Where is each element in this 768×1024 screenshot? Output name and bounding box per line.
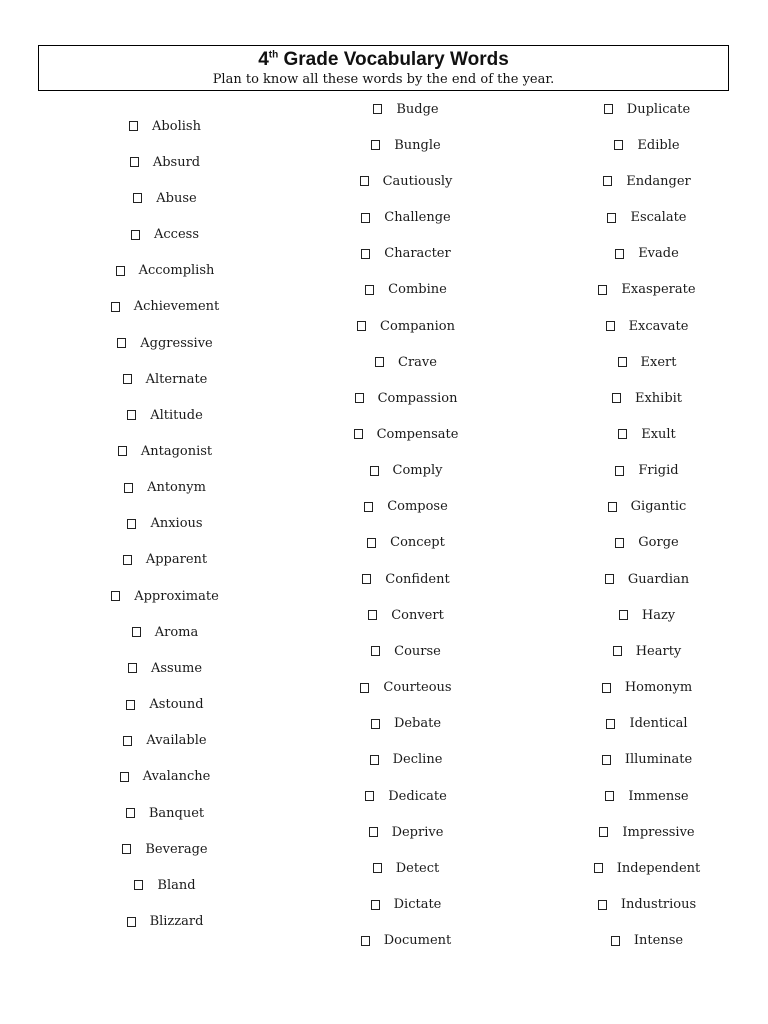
- vocab-word-item: [306, 778, 506, 814]
- vocab-word-label: Antonym: [147, 480, 206, 496]
- checkbox-icon[interactable]: [129, 121, 138, 131]
- vocab-word-label: Bungle: [394, 137, 441, 153]
- vocab-word-item: [65, 289, 265, 325]
- checkbox-icon[interactable]: [605, 574, 614, 584]
- vocab-word-item: [65, 506, 265, 542]
- checkbox-icon[interactable]: [127, 917, 136, 927]
- vocab-word-item: [306, 416, 506, 452]
- checkbox-icon[interactable]: [365, 285, 374, 295]
- checkbox-icon[interactable]: [605, 791, 614, 801]
- title-text: Grade Vocabulary Words: [278, 49, 509, 70]
- vocab-word-item: [547, 886, 747, 922]
- checkbox-icon[interactable]: [116, 266, 125, 276]
- vocab-word-item: [306, 163, 506, 199]
- vocab-word-label: Escalate: [630, 210, 687, 226]
- vocab-word-item: [65, 831, 265, 867]
- checkbox-icon[interactable]: [128, 663, 137, 673]
- vocab-word-label: Convert: [391, 607, 444, 623]
- vocab-word-item: [306, 886, 506, 922]
- checkbox-icon[interactable]: [373, 104, 382, 114]
- vocab-word-item: [306, 308, 506, 344]
- vocab-word-label: Antagonist: [140, 443, 213, 459]
- word-column-3: [547, 91, 747, 959]
- vocab-word-label: Exhibit: [634, 390, 683, 406]
- vocab-word-item: [306, 380, 506, 416]
- title-ordinal-suffix: th: [268, 49, 279, 61]
- checkbox-icon[interactable]: [123, 736, 132, 746]
- vocab-word-label: Endanger: [626, 173, 691, 189]
- vocab-word-label: Dedicate: [388, 788, 447, 804]
- checkbox-icon[interactable]: [360, 683, 369, 693]
- checkbox-icon[interactable]: [375, 357, 384, 367]
- vocab-word-label: Exasperate: [621, 282, 696, 298]
- vocab-word-label: Industrious: [620, 897, 697, 913]
- vocab-word-label: Blizzard: [149, 914, 204, 930]
- vocab-word-item: [547, 814, 747, 850]
- checkbox-icon[interactable]: [371, 140, 380, 150]
- vocab-word-label: Immense: [628, 788, 689, 804]
- vocab-word-item: [65, 759, 265, 795]
- vocab-word-label: Bland: [157, 877, 196, 893]
- vocab-word-label: Deprive: [391, 824, 444, 840]
- vocab-word-label: Apparent: [145, 552, 208, 568]
- vocab-word-label: Impressive: [622, 824, 695, 840]
- vocab-word-label: Edible: [637, 137, 680, 153]
- vocab-word-item: [547, 778, 747, 814]
- vocab-word-item: [547, 236, 747, 272]
- vocab-word-item: [306, 453, 506, 489]
- vocab-word-item: [547, 489, 747, 525]
- checkbox-icon[interactable]: [134, 880, 143, 890]
- vocab-word-label: Character: [384, 246, 451, 262]
- vocab-word-item: [547, 850, 747, 886]
- checkbox-icon[interactable]: [619, 610, 628, 620]
- vocab-word-item: [306, 706, 506, 742]
- vocab-word-label: Accomplish: [138, 263, 215, 279]
- vocab-word-label: Compensate: [376, 426, 459, 442]
- vocab-word-label: Hazy: [641, 607, 676, 623]
- vocab-word-label: Available: [146, 733, 207, 749]
- vocab-word-label: Duplicate: [626, 101, 691, 117]
- vocab-word-item: [547, 561, 747, 597]
- vocab-word-item: [547, 597, 747, 633]
- vocab-word-item: [547, 91, 747, 127]
- vocab-word-item: [547, 380, 747, 416]
- vocab-word-item: [306, 236, 506, 272]
- checkbox-icon[interactable]: [118, 446, 127, 456]
- vocab-word-item: [547, 344, 747, 380]
- vocab-word-item: [547, 199, 747, 235]
- vocab-word-item: [65, 614, 265, 650]
- vocab-word-label: Alternate: [145, 371, 208, 387]
- vocab-word-item: [547, 670, 747, 706]
- vocab-word-label: Concept: [390, 535, 445, 551]
- checkbox-icon[interactable]: [123, 555, 132, 565]
- checkbox-icon[interactable]: [111, 591, 120, 601]
- vocab-word-label: Comply: [392, 463, 443, 479]
- checkbox-icon[interactable]: [370, 466, 379, 476]
- vocab-word-item: [306, 91, 506, 127]
- checkbox-icon[interactable]: [120, 772, 129, 782]
- vocab-word-label: Evade: [638, 246, 679, 262]
- vocab-word-label: Illuminate: [624, 752, 693, 768]
- checkbox-icon[interactable]: [371, 646, 380, 656]
- vocab-word-label: Astound: [149, 697, 204, 713]
- checkbox-icon[interactable]: [117, 338, 126, 348]
- checkbox-icon[interactable]: [615, 249, 624, 259]
- checkbox-icon[interactable]: [131, 230, 140, 240]
- checkbox-icon[interactable]: [111, 302, 120, 312]
- checkbox-icon[interactable]: [127, 519, 136, 529]
- checkbox-icon[interactable]: [615, 466, 624, 476]
- checkbox-icon[interactable]: [124, 483, 133, 493]
- vocab-word-item: [65, 903, 265, 939]
- vocab-word-item: [306, 742, 506, 778]
- checkbox-icon[interactable]: [370, 755, 379, 765]
- checkbox-icon[interactable]: [606, 321, 615, 331]
- checkbox-icon[interactable]: [611, 936, 620, 946]
- vocab-word-label: Anxious: [150, 516, 203, 532]
- vocab-word-item: [306, 127, 506, 163]
- vocab-word-label: Combine: [388, 282, 447, 298]
- vocab-word-label: Compassion: [377, 390, 458, 406]
- checkbox-icon[interactable]: [122, 844, 131, 854]
- word-column-2: [306, 91, 506, 959]
- vocab-word-label: Approximate: [134, 588, 219, 604]
- vocab-word-label: Avalanche: [142, 769, 211, 785]
- vocab-word-label: Access: [154, 227, 199, 243]
- checkbox-icon[interactable]: [126, 808, 135, 818]
- checkbox-icon[interactable]: [618, 429, 627, 439]
- vocab-word-item: [306, 272, 506, 308]
- checkbox-icon[interactable]: [123, 374, 132, 384]
- checkbox-icon[interactable]: [133, 193, 142, 203]
- vocab-word-item: [65, 650, 265, 686]
- checkbox-icon[interactable]: [373, 863, 382, 873]
- checkbox-icon[interactable]: [608, 502, 617, 512]
- vocab-word-item: [65, 216, 265, 252]
- checkbox-icon[interactable]: [602, 755, 611, 765]
- checkbox-icon[interactable]: [371, 719, 380, 729]
- vocab-word-label: Banquet: [148, 805, 205, 821]
- vocab-word-label: Confident: [385, 571, 450, 587]
- page-subtitle: Plan to know all these words by the end of the year.: [212, 72, 555, 87]
- vocab-word-label: Detect: [395, 860, 440, 876]
- vocab-word-item: [65, 108, 265, 144]
- vocab-word-item: [306, 670, 506, 706]
- checkbox-icon[interactable]: [360, 176, 369, 186]
- vocab-word-label: Achievement: [133, 299, 220, 315]
- vocab-word-label: Guardian: [627, 571, 690, 587]
- checkbox-icon[interactable]: [369, 827, 378, 837]
- checkbox-icon[interactable]: [599, 827, 608, 837]
- checkbox-icon[interactable]: [598, 285, 607, 295]
- vocab-word-item: [547, 525, 747, 561]
- vocab-word-item: [547, 453, 747, 489]
- vocab-word-item: [306, 199, 506, 235]
- page-title: [39, 48, 728, 72]
- vocab-word-item: [306, 344, 506, 380]
- checkbox-icon[interactable]: [602, 683, 611, 693]
- vocab-word-item: [65, 180, 265, 216]
- vocab-word-label: Identical: [629, 716, 688, 732]
- checkbox-icon[interactable]: [604, 104, 613, 114]
- checkbox-icon[interactable]: [361, 213, 370, 223]
- checkbox-icon[interactable]: [365, 791, 374, 801]
- vocab-word-label: Companion: [380, 318, 455, 334]
- vocab-word-item: [306, 814, 506, 850]
- vocab-word-item: [65, 687, 265, 723]
- checkbox-icon[interactable]: [126, 700, 135, 710]
- vocab-word-label: Debate: [393, 716, 442, 732]
- checkbox-icon[interactable]: [357, 321, 366, 331]
- checkbox-icon[interactable]: [132, 627, 141, 637]
- title-grade-number: 4: [258, 49, 269, 70]
- checkbox-icon[interactable]: [127, 410, 136, 420]
- vocab-word-item: [547, 706, 747, 742]
- vocab-word-item: [547, 742, 747, 778]
- vocab-word-item: [306, 525, 506, 561]
- checkbox-icon[interactable]: [368, 610, 377, 620]
- vocab-word-label: Courteous: [383, 680, 452, 696]
- checkbox-icon[interactable]: [613, 646, 622, 656]
- word-column-1: [65, 108, 265, 940]
- vocab-word-item: [65, 433, 265, 469]
- vocab-word-item: [306, 850, 506, 886]
- vocab-word-label: Exult: [641, 426, 676, 442]
- checkbox-icon[interactable]: [371, 900, 380, 910]
- checkbox-icon[interactable]: [612, 393, 621, 403]
- vocab-word-item: [547, 923, 747, 959]
- vocab-word-label: Independent: [616, 860, 701, 876]
- vocab-word-item: [306, 597, 506, 633]
- vocab-word-item: [65, 470, 265, 506]
- vocab-word-label: Hearty: [635, 643, 682, 659]
- checkbox-icon[interactable]: [354, 429, 363, 439]
- vocab-word-item: [547, 127, 747, 163]
- vocab-word-label: Aroma: [154, 624, 199, 640]
- vocab-word-item: [65, 542, 265, 578]
- vocab-word-label: Altitude: [150, 407, 203, 423]
- checkbox-icon[interactable]: [361, 936, 370, 946]
- checkbox-icon[interactable]: [603, 176, 612, 186]
- vocab-word-label: Beverage: [145, 841, 208, 857]
- checkbox-icon[interactable]: [361, 249, 370, 259]
- vocab-word-item: [65, 723, 265, 759]
- vocab-word-item: [547, 416, 747, 452]
- vocab-word-label: Exert: [640, 354, 677, 370]
- vocab-word-item: [547, 163, 747, 199]
- vocab-word-item: [306, 633, 506, 669]
- vocab-word-label: Budge: [396, 101, 439, 117]
- vocab-word-item: [65, 253, 265, 289]
- vocab-word-item: [65, 361, 265, 397]
- vocab-word-label: Crave: [398, 354, 437, 370]
- checkbox-icon[interactable]: [362, 574, 371, 584]
- header-box: [38, 45, 729, 91]
- checkbox-icon[interactable]: [598, 900, 607, 910]
- checkbox-icon[interactable]: [364, 502, 373, 512]
- vocab-word-label: Challenge: [384, 210, 451, 226]
- vocab-word-item: [547, 272, 747, 308]
- checkbox-icon[interactable]: [130, 157, 139, 167]
- vocab-word-label: Assume: [150, 660, 203, 676]
- vocab-word-label: Dictate: [393, 897, 442, 913]
- vocab-word-item: [65, 867, 265, 903]
- vocab-word-label: Document: [383, 933, 452, 949]
- vocab-word-item: [65, 795, 265, 831]
- vocab-word-label: Decline: [392, 752, 443, 768]
- checkbox-icon[interactable]: [607, 213, 616, 223]
- vocab-word-label: Frigid: [638, 463, 679, 479]
- vocab-word-label: Gigantic: [630, 499, 687, 515]
- checkbox-icon[interactable]: [355, 393, 364, 403]
- vocab-word-item: [65, 325, 265, 361]
- vocab-word-label: Course: [394, 643, 441, 659]
- vocab-word-label: Intense: [633, 933, 684, 949]
- vocab-word-label: Abolish: [152, 118, 201, 134]
- vocab-word-item: [306, 489, 506, 525]
- vocab-word-label: Homonym: [624, 680, 693, 696]
- checkbox-icon[interactable]: [618, 357, 627, 367]
- vocab-word-label: Compose: [387, 499, 448, 515]
- checkbox-icon[interactable]: [615, 538, 624, 548]
- vocab-word-label: Aggressive: [140, 335, 213, 351]
- vocab-word-label: Absurd: [152, 154, 201, 170]
- vocab-word-label: Abuse: [156, 190, 197, 206]
- checkbox-icon[interactable]: [594, 863, 603, 873]
- checkbox-icon[interactable]: [614, 140, 623, 150]
- checkbox-icon[interactable]: [367, 538, 376, 548]
- vocab-word-item: [547, 633, 747, 669]
- vocab-word-item: [65, 578, 265, 614]
- vocab-word-label: Excavate: [628, 318, 689, 334]
- vocab-word-item: [65, 397, 265, 433]
- vocab-word-item: [65, 144, 265, 180]
- vocab-word-label: Gorge: [638, 535, 679, 551]
- vocab-word-item: [547, 308, 747, 344]
- checkbox-icon[interactable]: [606, 719, 615, 729]
- vocab-word-label: Cautiously: [382, 173, 453, 189]
- vocab-word-item: [306, 561, 506, 597]
- vocab-word-item: [306, 923, 506, 959]
